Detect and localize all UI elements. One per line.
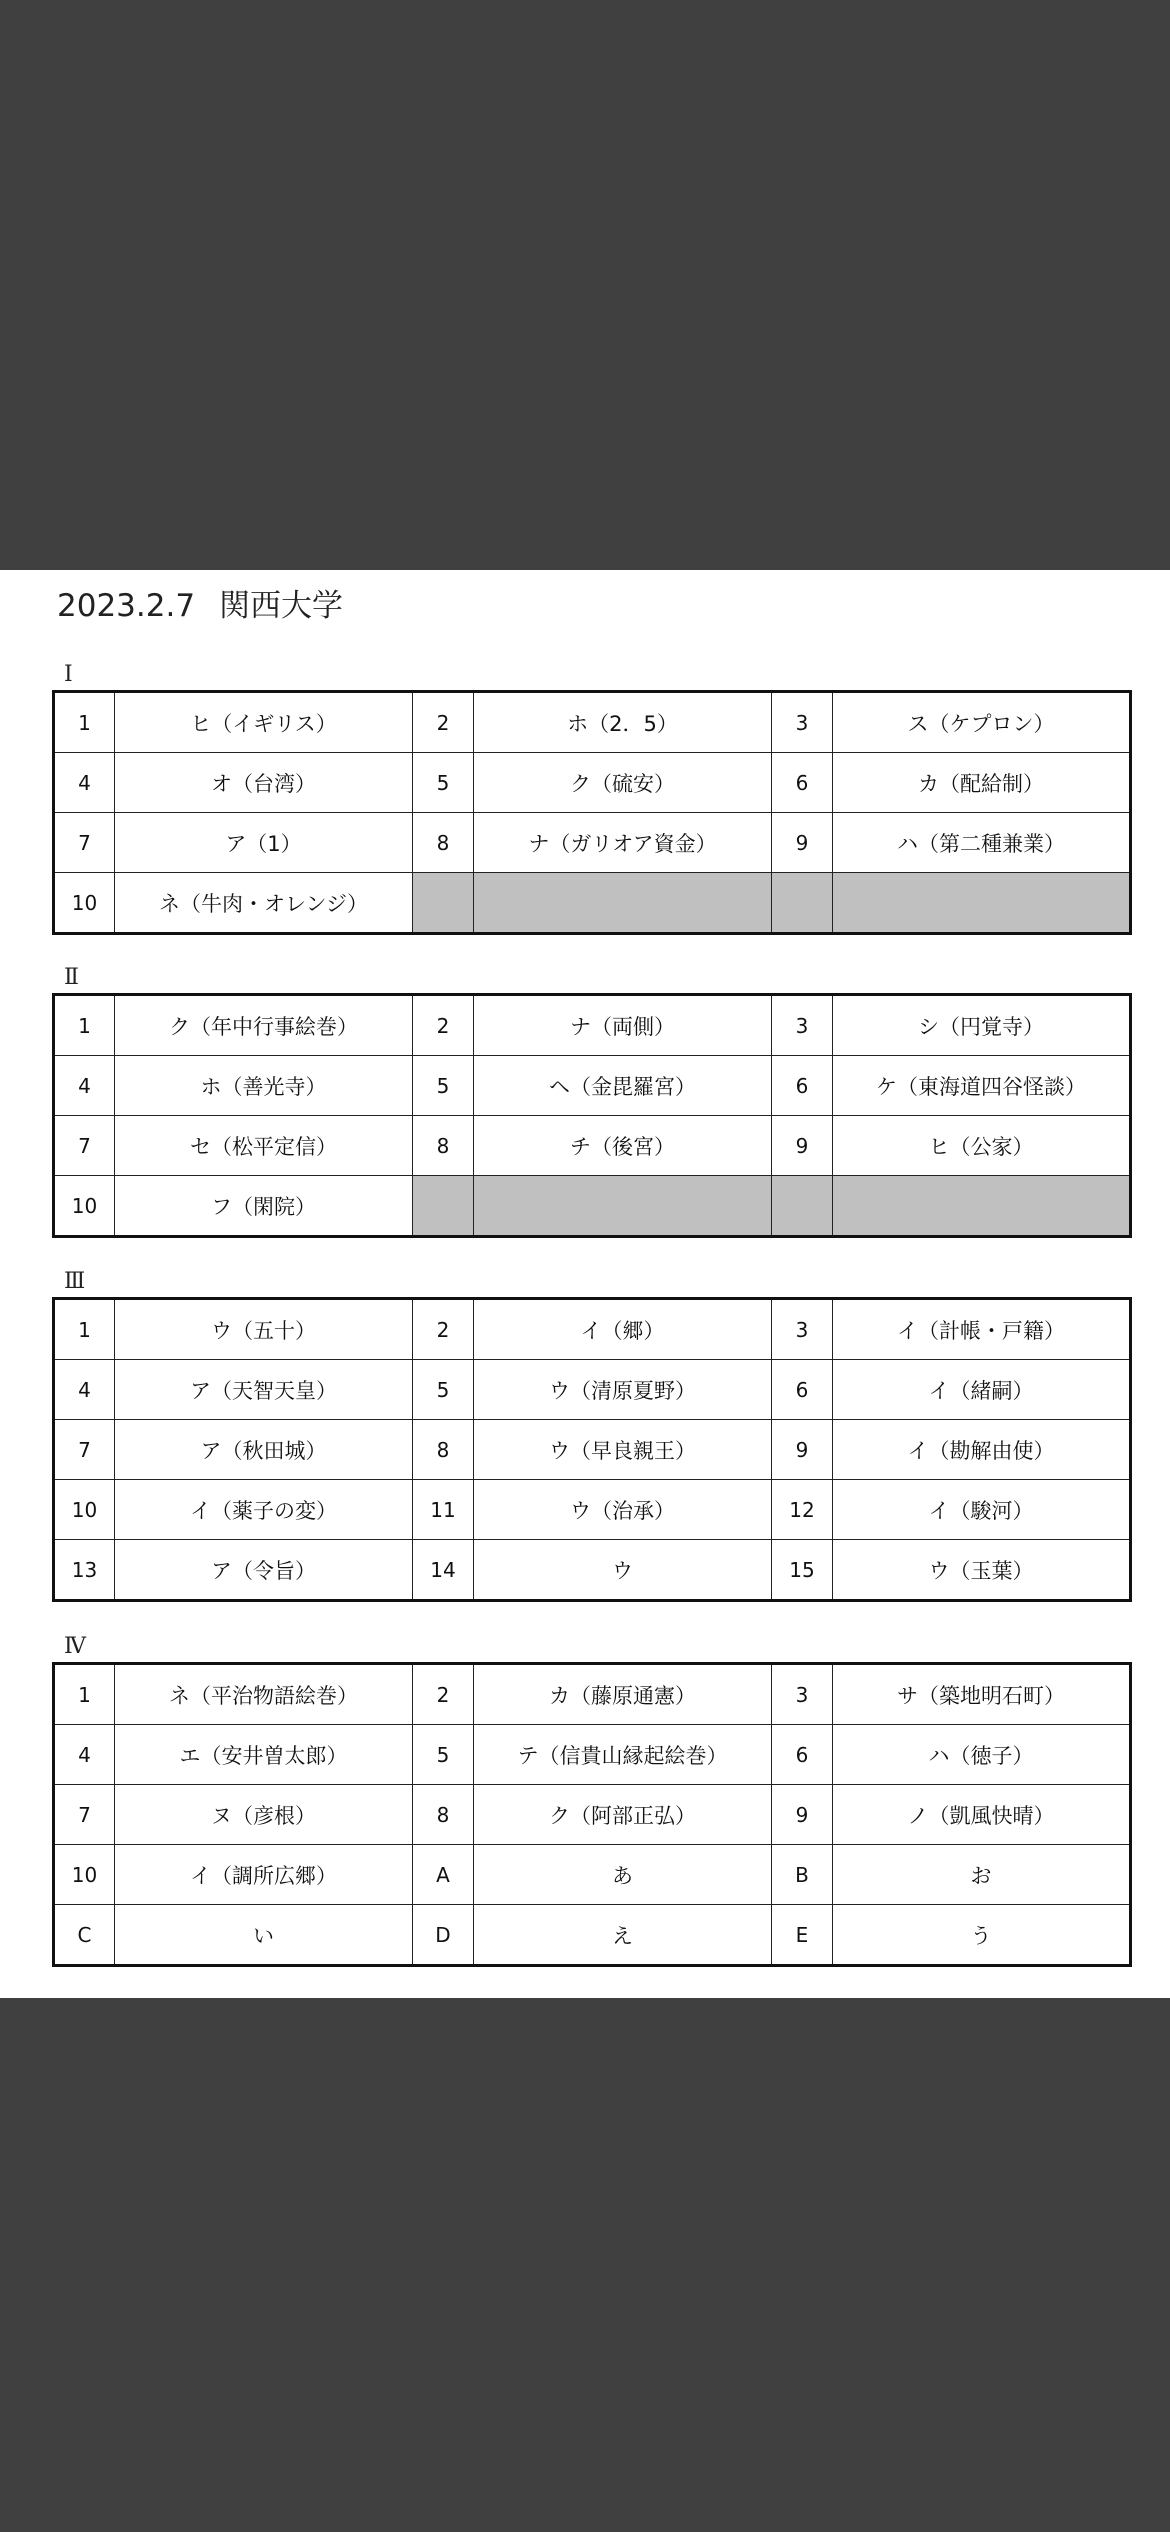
table-row	[54, 1116, 1131, 1176]
question-number: 3	[772, 995, 833, 1056]
question-number: 1	[54, 995, 115, 1056]
answer-cell: ア（秋田城）	[115, 1420, 413, 1480]
question-number: 9	[772, 1420, 833, 1480]
question-number: 6	[772, 1056, 833, 1116]
answer-cell: あ	[474, 1845, 772, 1905]
empty-cell	[833, 873, 1131, 934]
answer-cell: ヌ（彦根）	[115, 1785, 413, 1845]
answer-cell: セ（松平定信）	[115, 1116, 413, 1176]
question-number: 7	[54, 1785, 115, 1845]
empty-cell	[474, 1176, 772, 1237]
answer-cell: ウ（治承）	[474, 1480, 772, 1540]
answer-cell: お	[833, 1845, 1131, 1905]
empty-cell	[413, 1176, 474, 1237]
question-number: 1	[54, 1664, 115, 1725]
answer-cell: カ（配給制）	[833, 753, 1131, 813]
question-number: 9	[772, 1785, 833, 1845]
answer-cell: シ（円覚寺）	[833, 995, 1131, 1056]
question-number: 3	[772, 1664, 833, 1725]
question-number: 10	[54, 1845, 115, 1905]
answer-cell: ネ（平治物語絵巻）	[115, 1664, 413, 1725]
table-row	[54, 692, 1131, 753]
question-number: 15	[772, 1540, 833, 1601]
question-number: 10	[54, 1480, 115, 1540]
empty-cell	[772, 1176, 833, 1237]
answer-cell: ク（年中行事絵巻）	[115, 995, 413, 1056]
answer-cell: う	[833, 1905, 1131, 1966]
question-number: 5	[413, 1360, 474, 1420]
answer-table-4	[52, 1662, 1132, 1967]
university-name: 関西大学	[219, 588, 344, 624]
question-number: 8	[413, 1785, 474, 1845]
answer-cell: ノ（凱風快晴）	[833, 1785, 1131, 1845]
answer-table-1	[52, 690, 1132, 935]
answer-cell: ナ（両側）	[474, 995, 772, 1056]
question-number: 1	[54, 1299, 115, 1360]
empty-cell	[772, 873, 833, 934]
answer-cell: オ（台湾）	[115, 753, 413, 813]
answer-cell: サ（築地明石町）	[833, 1664, 1131, 1725]
section-label-4: Ⅳ	[64, 1634, 86, 1659]
question-number: 6	[772, 753, 833, 813]
answer-cell: イ（勘解由使）	[833, 1420, 1131, 1480]
question-number: A	[413, 1845, 474, 1905]
answer-cell: イ（薬子の変）	[115, 1480, 413, 1540]
table-row	[54, 753, 1131, 813]
question-number: 1	[54, 692, 115, 753]
empty-cell	[833, 1176, 1131, 1237]
answer-cell: イ（調所広郷）	[115, 1845, 413, 1905]
answer-cell: ヒ（公家）	[833, 1116, 1131, 1176]
answer-cell: い	[115, 1905, 413, 1966]
question-number: C	[54, 1905, 115, 1966]
question-number: 10	[54, 873, 115, 934]
table-row	[54, 813, 1131, 873]
answer-cell: ウ（早良親王）	[474, 1420, 772, 1480]
empty-cell	[474, 873, 772, 934]
answer-cell: ウ（五十）	[115, 1299, 413, 1360]
table-row	[54, 1299, 1131, 1360]
question-number: 9	[772, 813, 833, 873]
section-label-1: Ⅰ	[64, 662, 73, 687]
answer-cell: イ（計帳・戸籍）	[833, 1299, 1131, 1360]
question-number: 8	[413, 1116, 474, 1176]
answer-cell: イ（駿河）	[833, 1480, 1131, 1540]
answer-cell: ナ（ガリオア資金）	[474, 813, 772, 873]
table-row	[54, 1360, 1131, 1420]
answer-cell: ハ（第二種兼業）	[833, 813, 1131, 873]
section-label-2: Ⅱ	[64, 965, 79, 990]
question-number: 6	[772, 1725, 833, 1785]
question-number: 9	[772, 1116, 833, 1176]
question-number: 10	[54, 1176, 115, 1237]
answer-cell: ホ（2．5）	[474, 692, 772, 753]
question-number: 13	[54, 1540, 115, 1601]
table-row	[54, 1176, 1131, 1237]
question-number: 12	[772, 1480, 833, 1540]
answer-cell: ス（ケプロン）	[833, 692, 1131, 753]
question-number: 6	[772, 1360, 833, 1420]
section-label-3: Ⅲ	[64, 1269, 86, 1294]
answer-cell: カ（藤原通憲）	[474, 1664, 772, 1725]
question-number: E	[772, 1905, 833, 1966]
question-number: B	[772, 1845, 833, 1905]
answer-cell: ア（天智天皇）	[115, 1360, 413, 1420]
answer-cell: ア（1）	[115, 813, 413, 873]
table-row	[54, 1905, 1131, 1966]
question-number: 11	[413, 1480, 474, 1540]
table-row	[54, 1664, 1131, 1725]
question-number: 4	[54, 1056, 115, 1116]
answer-cell: ハ（徳子）	[833, 1725, 1131, 1785]
answer-cell: チ（後宮）	[474, 1116, 772, 1176]
table-row	[54, 995, 1131, 1056]
answer-cell: テ（信貴山縁起絵巻）	[474, 1725, 772, 1785]
answer-cell: エ（安井曽太郎）	[115, 1725, 413, 1785]
answer-cell: ウ（玉葉）	[833, 1540, 1131, 1601]
question-number: 3	[772, 1299, 833, 1360]
answer-cell: フ（閑院）	[115, 1176, 413, 1237]
table-row	[54, 1785, 1131, 1845]
table-row	[54, 1725, 1131, 1785]
answer-table-2	[52, 993, 1132, 1238]
question-number: 8	[413, 813, 474, 873]
answer-cell: ア（令旨）	[115, 1540, 413, 1601]
answer-table-3	[52, 1297, 1132, 1602]
question-number: 2	[413, 995, 474, 1056]
answer-cell: ウ	[474, 1540, 772, 1601]
question-number: 7	[54, 1116, 115, 1176]
question-number: 4	[54, 1360, 115, 1420]
question-number: 2	[413, 692, 474, 753]
document-title	[57, 580, 343, 625]
question-number: 4	[54, 753, 115, 813]
question-number: 8	[413, 1420, 474, 1480]
answer-sheet	[0, 570, 1170, 1998]
question-number: 5	[413, 1056, 474, 1116]
answer-cell: イ（緒嗣）	[833, 1360, 1131, 1420]
question-number: 7	[54, 813, 115, 873]
answer-cell: え	[474, 1905, 772, 1966]
answer-cell: ウ（清原夏野）	[474, 1360, 772, 1420]
question-number: 14	[413, 1540, 474, 1601]
answer-cell: ホ（善光寺）	[115, 1056, 413, 1116]
table-row	[54, 873, 1131, 934]
answer-cell: ヒ（イギリス）	[115, 692, 413, 753]
empty-cell	[413, 873, 474, 934]
answer-cell: ネ（牛肉・オレンジ）	[115, 873, 413, 934]
answer-cell: ク（阿部正弘）	[474, 1785, 772, 1845]
answer-cell: イ（郷）	[474, 1299, 772, 1360]
answer-cell: ク（硫安）	[474, 753, 772, 813]
question-number: D	[413, 1905, 474, 1966]
exam-date: 2023.2.7	[57, 588, 196, 624]
table-row	[54, 1420, 1131, 1480]
question-number: 5	[413, 1725, 474, 1785]
question-number: 2	[413, 1664, 474, 1725]
question-number: 2	[413, 1299, 474, 1360]
question-number: 4	[54, 1725, 115, 1785]
answer-cell: ケ（東海道四谷怪談）	[833, 1056, 1131, 1116]
answer-cell: ヘ（金毘羅宮）	[474, 1056, 772, 1116]
table-row	[54, 1845, 1131, 1905]
table-row	[54, 1540, 1131, 1601]
table-row	[54, 1056, 1131, 1116]
question-number: 5	[413, 753, 474, 813]
question-number: 3	[772, 692, 833, 753]
question-number: 7	[54, 1420, 115, 1480]
table-row	[54, 1480, 1131, 1540]
